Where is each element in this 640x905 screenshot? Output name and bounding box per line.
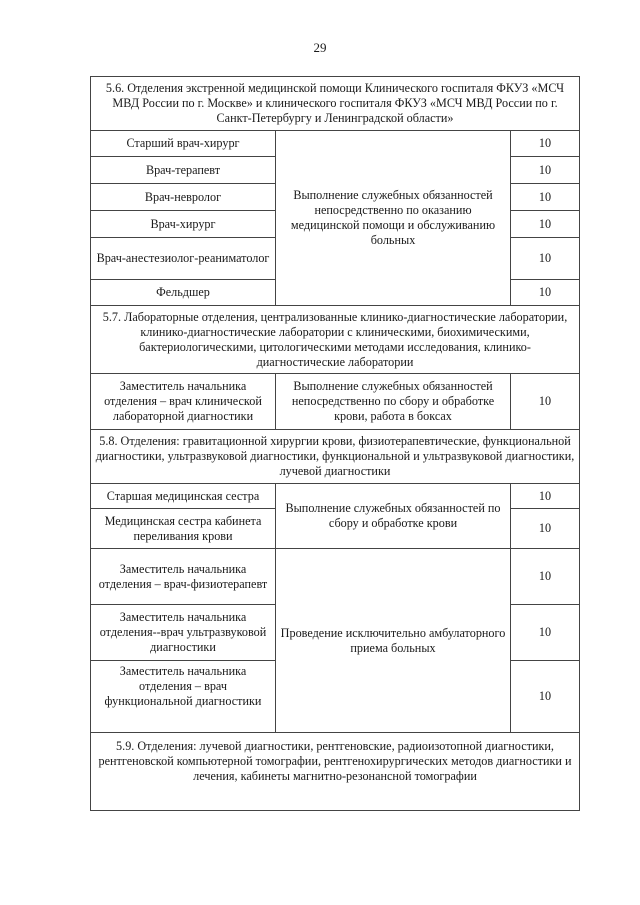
allowance-table: [90, 76, 580, 811]
section-title: 5.9. Отделения: лучевой диагностики, рентгеновские, радиоизотопной диагностики, рентгеновской компьютерной томографии, рентгенохирургических методов диагностики и лечения, кабинеты магнитно-резонансной томографии: [91, 733, 580, 811]
value-cell: 10: [511, 131, 580, 157]
position-cell: Заместитель начальника отделения – врач функциональной диагностики: [91, 661, 276, 733]
section-header-5-8: [91, 430, 580, 484]
value-cell: 10: [511, 549, 580, 605]
section-title: 5.6. Отделения экстренной медицинской помощи Клинического госпиталя ФКУЗ «МСЧ МВД России по г. Москве» и клинического госпиталя ФКУЗ «МСЧ МВД России по г. Санкт-Петербургу и Ленинградской области»: [91, 77, 580, 131]
page-number: 29: [313, 40, 327, 55]
value-cell: 10: [511, 605, 580, 661]
value-cell: 10: [511, 374, 580, 430]
value-cell: 10: [511, 211, 580, 238]
position-cell: Заместитель начальника отделения – врач-физиотерапевт: [91, 549, 276, 605]
position-cell: Врач-терапевт: [91, 157, 276, 184]
table-row: [91, 131, 580, 157]
table-row: [91, 549, 580, 605]
section-title: 5.8. Отделения: гравитационной хирургии крови, физиотерапевтические, функциональной диагностики, ультразвуковой диагностики, функциональной и ультразвуковой диагностики, лучевой диагностики: [91, 430, 580, 484]
value-cell: 10: [511, 184, 580, 211]
position-cell: Старший врач-хирург: [91, 131, 276, 157]
duty-cell: Выполнение служебных обязанностей непосредственно по оказанию медицинской помощи и обслуживанию больных: [276, 131, 511, 306]
section-header-5-9: [91, 733, 580, 811]
value-cell: 10: [511, 509, 580, 549]
table-row: [91, 484, 580, 509]
position-cell: Врач-анестезиолог-реаниматолог: [91, 238, 276, 280]
duty-cell: Выполнение служебных обязанностей по сбору и обработке крови: [276, 484, 511, 549]
value-cell: 10: [511, 484, 580, 509]
value-cell: 10: [511, 238, 580, 280]
section-header-5-6: [91, 77, 580, 131]
position-cell: Медицинская сестра кабинета переливания крови: [91, 509, 276, 549]
position-cell: Фельдшер: [91, 280, 276, 306]
position-cell: Врач-хирург: [91, 211, 276, 238]
position-cell: Врач-невролог: [91, 184, 276, 211]
table-row: [91, 374, 580, 430]
position-cell: Заместитель начальника отделения – врач клинической лабораторной диагностики: [91, 374, 276, 430]
position-cell: Старшая медицинская сестра: [91, 484, 276, 509]
duty-cell: Выполнение служебных обязанностей непосредственно по сбору и обработке крови, работа в боксах: [276, 374, 511, 430]
value-cell: 10: [511, 280, 580, 306]
duty-cell: Проведение исключительно амбулаторного приема больных: [276, 549, 511, 733]
value-cell: 10: [511, 661, 580, 733]
section-title: 5.7. Лабораторные отделения, централизованные клинико-диагностические лаборатории, клинико-диагностические лаборатории с клиническими, биохимическими, бактериологическими, цитологическими методами исследования, клинико-диагностические лаборатории: [91, 306, 580, 374]
value-cell: 10: [511, 157, 580, 184]
section-header-5-7: [91, 306, 580, 374]
position-cell: Заместитель начальника отделения--врач ультразвуковой диагностики: [91, 605, 276, 661]
